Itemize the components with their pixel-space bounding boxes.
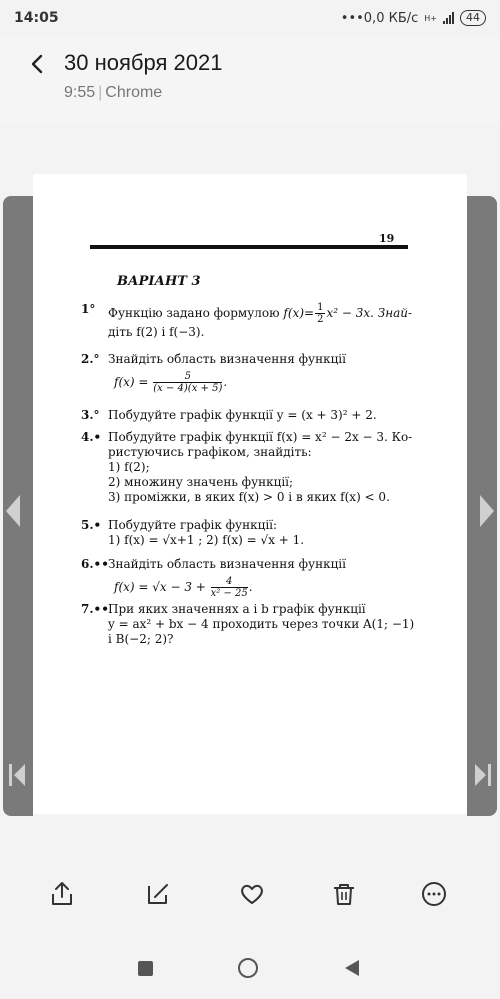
task-number: 4.• — [81, 430, 102, 444]
task-number: 6.•• — [81, 557, 109, 571]
task-number: 7.•• — [81, 602, 109, 616]
task-text-line5: 3) проміжки, в яких f(x) > 0 і в яких f(x) < 0. — [108, 490, 390, 504]
page-subtitle: 9:55 | Chrome — [64, 84, 163, 101]
task-text-line2: y = ax² + bx − 4 проходить через точки A(1; −1) — [108, 617, 415, 631]
task-formula-tail: x² − 3x. Знай- — [326, 306, 413, 320]
task-7 — [81, 602, 421, 650]
last-page-icon[interactable] — [472, 762, 494, 788]
task-number: 2.° — [81, 352, 100, 366]
bottom-toolbar — [0, 850, 500, 930]
fraction: $\frac{1}{2}$ — [317, 302, 324, 325]
status-time: 14:05 — [14, 10, 59, 26]
fraction: $\frac{4}{\text{x² − 25}}$ — [210, 576, 248, 599]
next-page-arrow-icon[interactable] — [480, 495, 494, 527]
task-text: Знайдіть область визначення функції — [108, 352, 346, 366]
home-icon[interactable] — [238, 958, 258, 978]
task-text-line2: 1) f(x) = √x+1 ; 2) f(x) = √x + 1. — [108, 533, 305, 547]
task-text-line4: 2) множину значень функції; — [108, 475, 294, 489]
task-formula: f(x)= — [283, 306, 315, 320]
page-number: 19 — [379, 232, 395, 245]
edit-icon[interactable] — [144, 880, 172, 908]
task-4 — [81, 430, 421, 510]
subtitle-app: Chrome — [105, 84, 163, 101]
variant-title: ВАРІАНТ 3 — [117, 274, 201, 289]
previous-page-arrow-icon[interactable] — [6, 495, 20, 527]
task-text: Побудуйте графік функції y = (x + 3)² + 2. — [108, 408, 377, 422]
task-2 — [81, 352, 421, 398]
task-text: Знайдіть область визначення функції — [108, 557, 346, 571]
task-text-line2: діть f(2) і f(−3). — [108, 325, 205, 339]
task-text-line2: ристуючись графіком, знайдіть: — [108, 445, 312, 459]
task-number: 5.• — [81, 518, 102, 532]
task-number: 3.° — [81, 408, 100, 422]
status-bar — [0, 0, 500, 36]
task-text: Побудуйте графік функції f(x) = x² − 2x − 3. Ко- — [108, 430, 413, 444]
subtitle-time: 9:55 — [64, 84, 96, 101]
document-page — [33, 174, 467, 814]
task-1 — [81, 302, 421, 339]
task-text: Побудуйте графік функції: — [108, 518, 278, 532]
page-title: 30 ноября 2021 — [64, 50, 223, 75]
task-3 — [81, 408, 421, 423]
more-icon[interactable] — [420, 880, 448, 908]
status-indicators — [341, 10, 486, 26]
task-formula: f(x) = $\frac{5}{(x - 4)(x + 5)}$ . — [114, 371, 228, 394]
task-formula: f(x) = √x − 3 + $\frac{4}{\text{x² − 25}}$ . — [114, 576, 253, 599]
chevron-left-icon[interactable] — [26, 52, 50, 76]
task-text-line3: і B(−2; 2)? — [108, 632, 174, 646]
task-5 — [81, 518, 421, 550]
recent-apps-icon[interactable] — [138, 961, 153, 976]
trash-icon[interactable] — [330, 880, 358, 908]
fraction: $\frac{5}{(x - 4)(x + 5)}$ — [153, 371, 223, 394]
task-number: 1° — [81, 302, 96, 316]
heart-icon[interactable] — [238, 880, 266, 908]
page-header-rule — [90, 245, 408, 249]
system-back-icon[interactable] — [345, 960, 359, 976]
network-type: H+ — [424, 13, 437, 23]
task-text: Функцію задано формулою — [108, 306, 284, 320]
network-speed: •••0,0 КБ/с — [340, 10, 419, 26]
system-navigation-bar — [0, 942, 500, 999]
task-6 — [81, 557, 421, 603]
first-page-icon[interactable] — [6, 762, 28, 788]
battery-badge: 44 — [460, 10, 486, 26]
signal-icon — [443, 12, 454, 24]
share-icon[interactable] — [48, 880, 76, 908]
task-text-line3: 1) f(2); — [108, 460, 150, 474]
task-text: При яких значеннях a і b графік функції — [108, 602, 366, 616]
app-header — [0, 36, 500, 124]
